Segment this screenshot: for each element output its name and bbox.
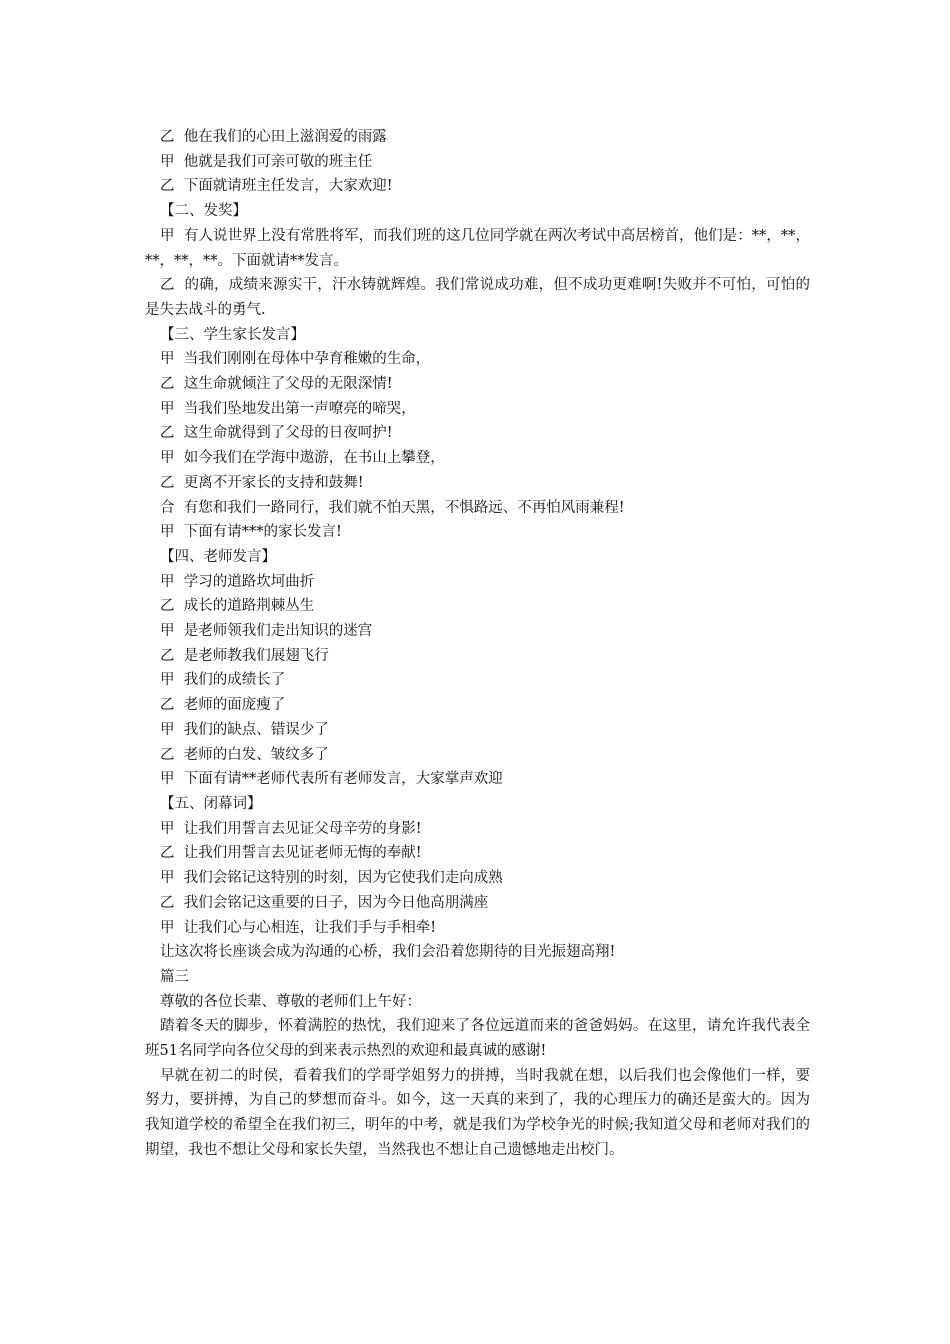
paragraph: 篇三 xyxy=(160,968,189,985)
paragraph: 甲 让我们用誓言去见证父母辛劳的身影! xyxy=(160,820,422,837)
paragraph: 甲 我们的成绩长了 xyxy=(160,672,286,689)
paragraph: 【五、闭幕词】 xyxy=(160,795,262,812)
paragraph: 甲 让我们心与心相连，让我们手与手相牵! xyxy=(160,919,437,936)
paragraph: 踏着冬天的脚步，怀着满腔的热忱，我们迎来了各位远道而来的爸爸妈妈。在这里，请允许我代表全班51名同学向各位父母的到来表示热烈的欢迎和最真诚的感谢! xyxy=(145,1018,810,1060)
paragraph: 甲 我们的缺点、错误少了 xyxy=(160,721,329,738)
paragraph: 合 有您和我们一路同行，我们就不怕天黑，不惧路远、不再怕风雨兼程! xyxy=(160,499,625,516)
paragraph: 【二、发奖】 xyxy=(160,203,247,220)
paragraph: 乙 他在我们的心田上滋润爱的雨露 xyxy=(160,129,387,145)
paragraph: 乙 成长的道路荆棘丛生 xyxy=(160,598,315,615)
paragraph: 甲 如今我们在学海中遨游，在书山上攀登， xyxy=(160,450,445,467)
paragraph: 乙 我们会铭记这重要的日子，因为今日他高朋满座 xyxy=(160,894,489,911)
paragraph: 乙 的确，成绩来源实干，汗水铸就辉煌。我们常说成功难，但不成功更难啊!失败并不可怕，可怕的是失去战斗的勇气. xyxy=(145,277,810,318)
paragraph: 尊敬的各位长辈、尊敬的老师们上午好： xyxy=(160,993,421,1010)
paragraph: 乙 这生命就倾注了父母的无限深情! xyxy=(160,376,393,393)
paragraph: 甲 下面有请**老师代表所有老师发言，大家掌声欢迎 xyxy=(160,771,503,788)
paragraph: 让这次将长座谈会成为沟通的心桥，我们会沿着您期待的目光振翅高翔! xyxy=(160,944,616,961)
paragraph: 乙 让我们用誓言去见证老师无悔的奉献! xyxy=(160,845,422,862)
paragraph: 甲 有人说世界上没有常胜将军，而我们班的这几位同学就在两次考试中高居榜首，他们是：**，**，**，**，**。下面就请**发言。 xyxy=(145,227,810,269)
paragraph: 甲 学习的道路坎坷曲折 xyxy=(160,573,315,590)
paragraph: 乙 这生命就得到了父母的日夜呵护! xyxy=(160,425,393,442)
paragraph: 乙 更离不开家长的支持和鼓舞! xyxy=(160,474,364,491)
paragraph: 甲 是老师领我们走出知识的迷宫 xyxy=(160,623,373,640)
paragraph: 【三、学生家长发言】 xyxy=(160,326,305,343)
document-body xyxy=(145,125,810,1163)
paragraph: 【四、老师发言】 xyxy=(160,548,276,565)
paragraph: 乙 下面就请班主任发言，大家欢迎! xyxy=(160,178,393,195)
paragraph: 甲 他就是我们可亲可敬的班主任 xyxy=(160,153,373,170)
paragraph: 乙 老师的面庞瘦了 xyxy=(160,697,286,714)
paragraph: 甲 当我们坠地发出第一声嘹亮的啼哭， xyxy=(160,400,416,417)
paragraph: 甲 当我们刚刚在母体中孕育稚嫩的生命， xyxy=(160,351,431,368)
paragraph: 早就在初二的时侯，看着我们的学哥学姐努力的拼搏，当时我就在想，以后我们也会像他们一样，要努力，要拼搏，为自己的梦想而奋斗。如今，这一天真的来到了，我的心理压力的确还是蛮大的。因为我知道学校的希望全在我们初三，明年的中考，就是我们为学校争光的时候;我知道父母和老师对我们的期望，我也不想让父母和家长失望，当然我也不想让自己遗憾地走出校门。 xyxy=(145,1067,810,1158)
paragraph: 甲 我们会铭记这特别的时刻，因为它使我们走向成熟 xyxy=(160,870,503,887)
paragraph: 甲 下面有请***的家长发言! xyxy=(160,524,342,541)
paragraph: 乙 老师的白发、皱纹多了 xyxy=(160,746,329,763)
paragraph: 乙 是老师教我们展翅飞行 xyxy=(160,647,329,664)
